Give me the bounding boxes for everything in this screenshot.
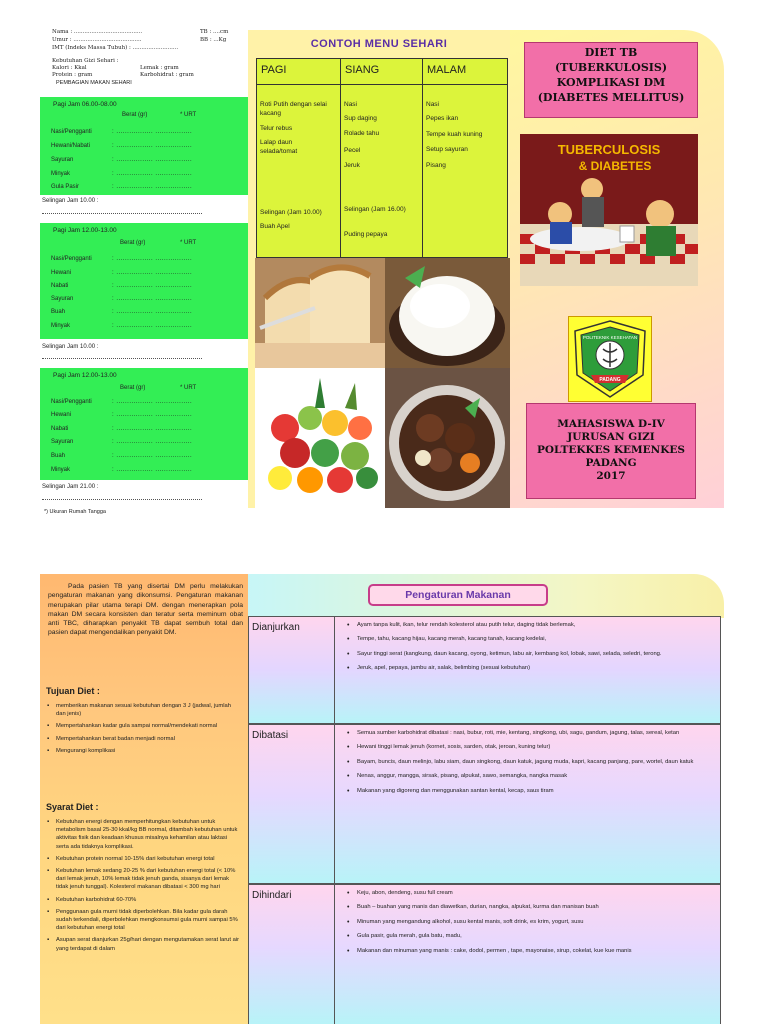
list-item: ▪ Mempertahankan berat badan menjadi normal — [46, 735, 241, 743]
meal-row-label: Gula Pasir — [51, 184, 80, 190]
menu-item: Rolade tahu — [344, 130, 380, 137]
bb-field: BB : ...Kg — [200, 37, 227, 43]
meal-block-siang — [40, 223, 248, 339]
list-item: • Hewani tinggi lemak jenuh (kornet, sosis, sarden, otak, jeroan, kuning telur) — [345, 744, 715, 751]
meal-row-label: Hewani — [51, 270, 72, 276]
menu-item: Nasi — [344, 101, 358, 108]
list-item: ▪ Kebutuhan karbohidrat 60-70% — [46, 896, 241, 904]
meal-row-dots: : ................. ................. — [112, 143, 193, 149]
selingan-label: Selingan Jam 10.00 : — [42, 198, 99, 204]
vegetables-photo — [255, 368, 385, 508]
col-urt-label: * URT — [180, 385, 197, 391]
meal-row-dots: : ................. ................. — [112, 256, 193, 262]
list-item: • Semua sumber karbohidrat dibatasi : nasi, bubur, roti, mie, kentang, singkong, ubi, sagu, gandum, jagung, talas, sereal, ketan — [345, 730, 715, 737]
selingan-line — [42, 358, 202, 359]
lemak-field: Lemak : gram — [140, 65, 179, 71]
meat-soup-photo — [385, 368, 510, 508]
row-label: Dihindari — [249, 885, 335, 1024]
logo-text: POLITEKNIK KESEHATAN — [582, 335, 638, 340]
list-item: • Makanan dan minuman yang manis : cake, dodol, permen , tape, mayonaise, sirup, cokelat, kue kue manis — [345, 948, 715, 955]
meal-row-label: Hewani — [51, 412, 72, 418]
menu-col-pagi — [257, 59, 341, 257]
list-item: ▪ Penggunaan gula murni tidak diperbolehkan. Bila kadar gula darah sudah terkendali, diperbolehkan mengkonsumsi gula murni sampai 5% dari kebutuhan energi total — [46, 908, 241, 933]
list-item: ▪ Mempertahankan kadar gula sampai normal/mendekati normal — [46, 722, 241, 730]
syarat-heading: Syarat Diet : — [46, 802, 99, 812]
meal-row-dots: : ................. ................. — [112, 309, 193, 315]
menu-snack: Selingan (Jam 16.00) — [344, 206, 406, 213]
diet-info-panel — [40, 574, 248, 1024]
meal-row-label: Hewani/Nabati — [51, 143, 91, 149]
meal-row-label: Nasi/Pengganti — [51, 399, 92, 405]
col-berat-label: Berat (gr) — [120, 385, 146, 391]
meal-row-label: Nasi/Pengganti — [51, 129, 92, 135]
menu-item: Lalap daun selada/tomat — [260, 139, 298, 155]
selingan-line — [42, 213, 202, 214]
umur-field: Umur : ....................................... — [52, 37, 142, 43]
menu-item: Pepes ikan — [426, 115, 459, 122]
meal-row-dots: : ................. ................. — [112, 399, 193, 405]
row-label: Dianjurkan — [249, 617, 335, 723]
poster-line1: TUBERCULOSIS — [557, 142, 661, 157]
protein-field: Protein : gram — [52, 72, 93, 78]
rice-photo — [385, 258, 510, 368]
meal-row-label: Nabati — [51, 283, 69, 289]
list-item: • Makanan yang digoreng dan menggunakan santan kental, kecap, saus tiram — [345, 788, 715, 795]
intro-paragraph: Pada pasien TB yang disertai DM perlu melakukan pengaturan makanan yang dikonsumsi. Pengaturan makanan merupakan pilar utama terapi DM. dengan menerapkan pola makan DM secara konsisten dan teratur serta meminum obat anti TBC, diharapkan penyakit TB dapat sembuh total dan pasien dapat mengendalikan penyakit DM. — [48, 583, 243, 637]
meal-row-label: Sayuran — [51, 157, 74, 163]
list-item: • Buah – buahan yang manis dan diawetkan, durian, nangka, alpukat, kurma dan manisan buah — [345, 904, 715, 911]
menu-snack: Buah Apel — [260, 223, 290, 230]
poltekkes-logo — [568, 316, 652, 402]
selingan-label: Selingan Jam 10.00 : — [42, 344, 99, 350]
list-item: • Keju, abon, dendeng, susu full cream — [345, 890, 715, 897]
institution-line: MAHASISWA D-IV — [557, 418, 665, 430]
kebutuhan-label: Kebutuhan Gizi Sehari : — [52, 58, 119, 64]
karbohidrat-field: Karbohidrat : gram — [140, 72, 194, 78]
meal-row-label: Nasi/Pengganti — [51, 256, 92, 262]
kalori-field: Kalori : Kkal — [52, 65, 87, 71]
col-berat-label: Berat (gr) — [122, 112, 148, 118]
meal-row-label: Buah — [51, 453, 66, 459]
meal-row-dots: : ................. ................. — [112, 129, 193, 135]
menu-col-head: MALAM — [423, 59, 507, 85]
row-list — [345, 730, 715, 802]
diet-title-box — [524, 42, 698, 118]
pengaturan-title: Pengaturan Makanan — [368, 584, 548, 606]
diet-title-line: (DIABETES MELLITUS) — [537, 91, 685, 104]
menu-table — [256, 58, 508, 258]
menu-item: Nasi — [426, 101, 440, 108]
meal-block-title: Pagi Jam 12.00-13.00 — [53, 227, 117, 234]
institution-line: 2017 — [596, 470, 626, 482]
imt-field: IMT (Indeks Massa Tubuh) : .......................... — [52, 45, 179, 51]
pembagian-heading: PEMBAGIAN MAKAN SEHARI — [56, 80, 132, 86]
menu-item: Sup daging — [344, 115, 377, 122]
meal-row-label: Nabati — [51, 426, 69, 432]
menu-item: Roti Putih dengan selai kacang — [260, 101, 327, 117]
menu-item: Tempe kuah kuning — [426, 131, 483, 138]
institution-line: PADANG — [585, 457, 637, 469]
meal-block-pagi — [40, 97, 248, 195]
list-item: • Minuman yang mengandung alkohol, susu kental manis, soft drink, es krim, yogurt, susu — [345, 919, 715, 926]
institution-line: JURUSAN GIZI — [567, 431, 655, 443]
list-item: ▪ memberikan makanan sesuai kebutuhan dengan 3 J (jadwal, jumlah dan jenis) — [46, 702, 241, 718]
selingan-line — [42, 499, 202, 500]
bread-photo — [255, 258, 385, 368]
list-item: ▪ Kebutuhan lemak sedang 20-25 % dari kebutuhan energi total (< 10% dari lemak jenuh, 10% lemak tidak jenuh ganda, sisanya dari lemak tidak jenuh tunggal). Kolesterol makanan dibatasi < 300 mg hari — [46, 867, 241, 892]
tujuan-list — [46, 702, 241, 759]
meal-row-label: Sayuran — [51, 296, 74, 302]
meal-block-title: Pagi Jam 12.00-13.00 — [53, 372, 117, 379]
poster-line2: & DIABETES — [578, 159, 652, 173]
tb-field: TB : ....cm — [200, 29, 229, 35]
logo-city: PADANG — [599, 377, 621, 383]
menu-title: CONTOH MENU SEHARI — [310, 38, 448, 50]
menu-item: Telur rebus — [260, 125, 293, 132]
list-item: • Gula pasir, gula merah, gula batu, madu, — [345, 933, 715, 940]
row-dibatasi — [248, 724, 721, 884]
meal-row-dots: : ................. ................. — [112, 467, 193, 473]
meal-row-dots: : ................. ................. — [112, 453, 193, 459]
col-urt-label: * URT — [180, 240, 197, 246]
diet-title-line: KOMPLIKASI DM — [556, 76, 666, 89]
meal-row-dots: : ................. ................. — [112, 323, 193, 329]
col-berat-label: Berat (gr) — [120, 240, 146, 246]
menu-col-head: SIANG — [341, 59, 422, 85]
meal-row-dots: : ................. ................. — [112, 296, 193, 302]
tb-diabetes-poster — [520, 134, 698, 286]
row-dihindari — [248, 884, 721, 1024]
row-dianjurkan — [248, 616, 721, 724]
menu-item: Pisang — [426, 162, 446, 169]
institution-box — [526, 403, 696, 499]
meal-row-dots: : ................. ................. — [112, 270, 193, 276]
nama-field: Nama : ....................................... — [52, 29, 143, 35]
menu-item: Setup sayuran — [426, 146, 468, 153]
diet-title-line: (TUBERKULOSIS) — [554, 61, 668, 74]
col-urt-label: * URT — [180, 112, 197, 118]
meal-row-dots: : ................. ................. — [112, 439, 193, 445]
meal-row-dots: : ................. ................. — [112, 283, 193, 289]
row-label: Dibatasi — [249, 725, 335, 883]
diet-title-line: DIET TB — [584, 46, 638, 59]
meal-block-malam — [40, 368, 248, 480]
meal-row-label: Minyak — [51, 171, 71, 177]
list-item: • Tempe, tahu, kacang hijau, kacang merah, kacang tanah, kacang kedelai, — [345, 636, 715, 643]
meal-row-label: Buah — [51, 309, 66, 315]
list-item: ▪ Mengurangi komplikasi — [46, 747, 241, 755]
list-item: ▪ Kebutuhan energi dengan memperhitungkan kebutuhan untuk metabolism basal 25-30 kkal/kg BB normal, ditambah kebutuhan untuk aktivitas fisik dan keadaan khusus misalnya kehamilan atau laktasi serta ada tidaknya komplikasi. — [46, 818, 241, 851]
meal-row-label: Sayuran — [51, 439, 74, 445]
selingan-label: Selingan Jam 21.00 : — [42, 484, 99, 490]
list-item: ▪ Asupan serat dianjurkan 25g/hari dengan mengutamakan serat larut air yang terdapat di dalam — [46, 936, 241, 952]
meal-row-dots: : ................. ................. — [112, 157, 193, 163]
menu-col-siang — [341, 59, 423, 257]
meal-row-dots: : ................. ................. — [112, 426, 193, 432]
list-item: • Sayur tinggi serat (kangkung, daun kacang, oyong, ketimun, labu air, kembang kol, lobak, sawi, selada, seledri, terong. — [345, 651, 715, 658]
menu-item: Pecel — [344, 147, 361, 154]
list-item: • Bayam, buncis, daun melinjo, labu siam, daun singkong, daun katuk, jagung muda, kapri, kacang panjang, pare, wortel, daun katuk — [345, 759, 715, 766]
tujuan-heading: Tujuan Diet : — [46, 686, 100, 696]
meal-row-dots: : ................. ................. — [112, 184, 193, 190]
syarat-list — [46, 818, 241, 957]
list-item: ▪ Kebutuhan protein normal 10-15% dari kebutuhan energi total — [46, 855, 241, 863]
meal-row-dots: : ................. ................. — [112, 412, 193, 418]
menu-snack: Selingan (Jam 10.00) — [260, 209, 322, 216]
row-list — [345, 622, 715, 680]
menu-snack: Puding pepaya — [344, 231, 388, 238]
menu-col-head: PAGI — [257, 59, 340, 85]
meal-block-title: Pagi Jam 06.00-08.00 — [53, 101, 117, 108]
list-item: • Nenas, anggur, mangga, sirsak, pisang, alpukat, sawo, semangka, nangka masak — [345, 773, 715, 780]
list-item: • Jeruk, apel, pepaya, jambu air, salak, belimbing (sesuai kebutuhan) — [345, 665, 715, 672]
meal-row-label: Minyak — [51, 467, 71, 473]
menu-item: Jeruk — [344, 162, 360, 169]
menu-col-malam — [423, 59, 507, 257]
institution-line: POLTEKKES KEMENKES — [537, 444, 685, 456]
list-item: • Ayam tanpa kulit, ikan, telur rendah kolesterol atau putih telur, daging tidak berlemak, — [345, 622, 715, 629]
footnote: *) Ukuran Rumah Tangga — [44, 509, 106, 515]
meal-row-label: Minyak — [51, 323, 71, 329]
row-list — [345, 890, 715, 962]
meal-row-dots: : ................. ................. — [112, 171, 193, 177]
